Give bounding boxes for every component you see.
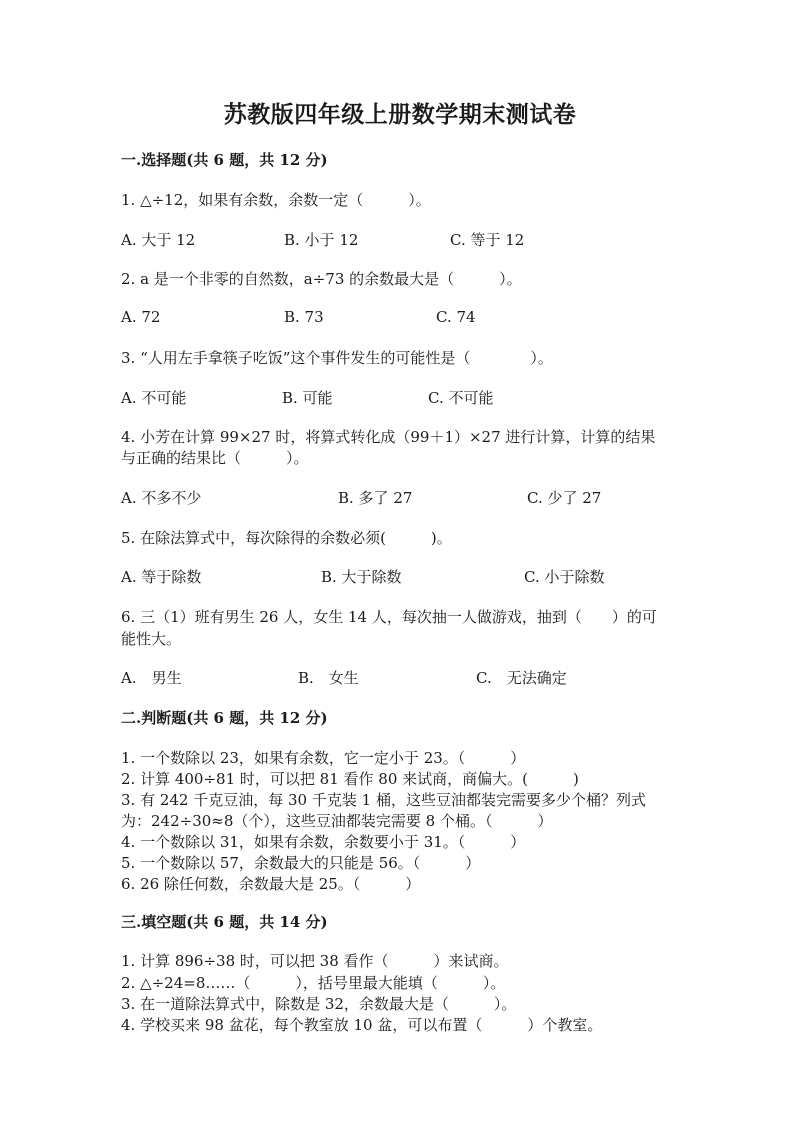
question-text-continued: 能性大。 bbox=[121, 630, 182, 648]
option-b: B. 多了 27 bbox=[338, 489, 413, 507]
list-item: 2. 计算 400÷81 时，可以把 81 看作 80 来试商，商偏大。( ) bbox=[121, 770, 579, 788]
option-c: C. 74 bbox=[436, 308, 476, 326]
option-a: A. 等于除数 bbox=[121, 568, 202, 586]
option-c: C. 不可能 bbox=[428, 389, 494, 407]
question-text: 1. △÷12，如果有余数，余数一定（ ）。 bbox=[121, 191, 431, 209]
list-item: 5. 一个数除以 57，余数最大的只能是 56。（ ） bbox=[121, 854, 481, 872]
list-item: 2. △÷24=8……（ ），括号里最大能填（ ）。 bbox=[121, 974, 506, 992]
option-c: C. 无法确定 bbox=[476, 669, 567, 687]
list-item: 4. 学校买来 98 盆花，每个教室放 10 盆，可以布置（ ）个教室。 bbox=[121, 1016, 603, 1034]
option-b: B. 小于 12 bbox=[284, 231, 359, 249]
option-b: B. 可能 bbox=[282, 389, 333, 407]
option-a: A. 大于 12 bbox=[121, 231, 196, 249]
option-a: A. 不可能 bbox=[121, 389, 187, 407]
list-item: 4. 一个数除以 31，如果有余数，余数要小于 31。（ ） bbox=[121, 833, 526, 851]
list-item: 3. 有 242 千克豆油，每 30 千克装 1 桶，这些豆油都装完需要多少个桶？列式 bbox=[121, 791, 646, 809]
list-item: 6. 26 除任何数，余数最大是 25。（ ） bbox=[121, 875, 421, 893]
list-item: 1. 计算 896÷38 时，可以把 38 看作（ ）来试商。 bbox=[121, 952, 509, 970]
question-text: 3. “人用左手拿筷子吃饭”这个事件发生的可能性是（ ）。 bbox=[121, 349, 553, 367]
page-title: 苏教版四年级上册数学期末测试卷 bbox=[223, 101, 577, 128]
option-c: C. 等于 12 bbox=[450, 231, 525, 249]
question-text: 4. 小芳在计算 99×27 时，将算式转化成（99＋1）×27 进行计算，计算的结果 bbox=[121, 428, 656, 446]
option-c: C. 少了 27 bbox=[527, 489, 602, 507]
option-b: B. 73 bbox=[284, 308, 324, 326]
section-heading-choice: 一.选择题(共 6 题，共 12 分) bbox=[121, 151, 328, 169]
question-text: 5. 在除法算式中，每次除得的余数必须( )。 bbox=[121, 529, 452, 547]
list-item: 3. 在一道除法算式中，除数是 32，余数最大是（ ）。 bbox=[121, 995, 517, 1013]
option-c: C. 小于除数 bbox=[524, 568, 605, 586]
section-heading-fill-blank: 三.填空题(共 6 题，共 14 分) bbox=[121, 913, 328, 931]
section-heading-judgement: 二.判断题(共 6 题，共 12 分) bbox=[121, 709, 328, 727]
question-text: 6. 三（1）班有男生 26 人，女生 14 人，每次抽一人做游戏，抽到（ ）的可 bbox=[121, 608, 657, 626]
question-text-continued: 与正确的结果比（ ）。 bbox=[121, 449, 309, 467]
option-a: A. 72 bbox=[121, 308, 161, 326]
option-b: B. 大于除数 bbox=[321, 568, 402, 586]
option-a: A. 不多不少 bbox=[121, 489, 202, 507]
list-item: 为：242÷30≈8（个），这些豆油都装完需要 8 个桶。（ ） bbox=[121, 812, 553, 830]
question-text: 2. a 是一个非零的自然数，a÷73 的余数最大是（ ）。 bbox=[121, 270, 522, 288]
list-item: 1. 一个数除以 23，如果有余数，它一定小于 23。（ ） bbox=[121, 749, 526, 767]
option-b: B. 女生 bbox=[298, 669, 359, 687]
option-a: A. 男生 bbox=[121, 669, 182, 687]
